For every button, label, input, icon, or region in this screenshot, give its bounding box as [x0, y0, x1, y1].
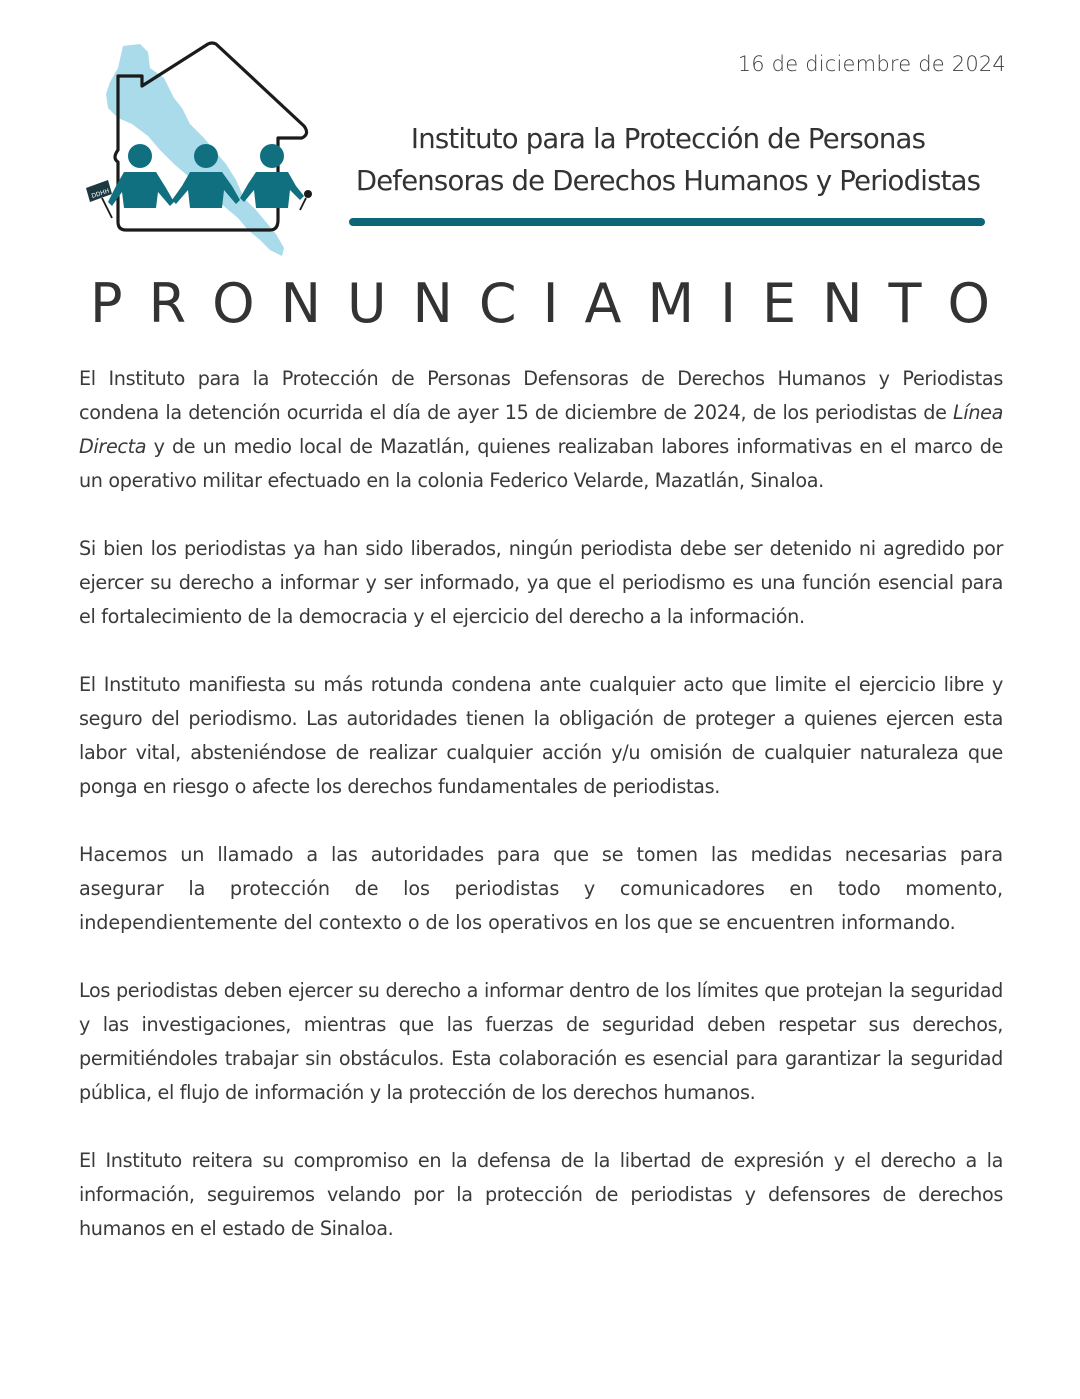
paragraph-3: El Instituto manifiesta su más rotunda condena ante cualquier acto que limite el ejercicio libre y seguro del periodismo. Las autoridades tienen la obligación de proteger a quienes ejercen esta labor vital, absteniéndose de realizar cualquier acción y/u omisión de cualquier naturaleza que ponga en riesgo o afecte los derechos fundamentales de periodistas.: [79, 673, 1003, 798]
organization-title-line-1: Instituto para la Protección de Personas: [410, 123, 926, 155]
document-heading: PRONUNCIAMIENTO: [90, 272, 1016, 335]
paragraph-6: El Instituto reitera su compromiso en la defensa de la libertad de expresión y el derecho a la información, seguiremos velando por la protección de periodistas y defensores de derechos humanos en el estado de Sinaloa.: [79, 1149, 1003, 1240]
people-figures-icon: [108, 144, 304, 208]
media-outlet-name: Línea Directa: [79, 401, 1003, 458]
paragraph-4: Hacemos un llamado a las autoridades para que se tomen las medidas necesarias para asegurar la protección de los periodistas y comunicadores en todo momento, independientemente del contexto o de los operativos en los que se encuentren informando.: [79, 843, 1003, 934]
paragraph-1-text-a: El Instituto para la Protección de Personas Defensoras de Derechos Humanos y Periodistas condena la detención ocurrida el día de ayer 15 de diciembre de 2024, de los periodistas de: [79, 367, 1003, 424]
paragraph-1-text-b: y de un medio local de Mazatlán, quienes realizaban labores informativas en el marco de un operativo militar efectuado en la colonia Federico Velarde, Mazatlán, Sinaloa.: [79, 435, 1003, 492]
organization-title-line-2: Defensoras de Derechos Humanos y Periodistas: [355, 165, 981, 197]
document-date: 16 de diciembre de 2024: [737, 52, 1006, 76]
institute-logo-icon: [78, 38, 323, 260]
paragraph-1: [79, 362, 1003, 498]
document-body: [79, 362, 1003, 1280]
header-divider: [349, 218, 985, 226]
organization-title: [330, 118, 1006, 202]
svg-text:DDHH: DDHH: [90, 187, 111, 200]
paragraph-2: Si bien los periodistas ya han sido liberados, ningún periodista debe ser detenido ni agredido por ejercer su derecho a informar y ser informado, ya que el periodismo es una función esencial para el fortalecimiento de la democracia y el ejercicio del derecho a la información.: [79, 537, 1003, 628]
paragraph-5: Los periodistas deben ejercer su derecho a informar dentro de los límites que protejan la seguridad y las investigaciones, mientras que las fuerzas de seguridad deben respetar sus derechos, permitiéndoles trabajar sin obstáculos. Esta colaboración es esencial para garantizar la seguridad pública, el flujo de información y la protección de los derechos humanos.: [79, 979, 1003, 1104]
